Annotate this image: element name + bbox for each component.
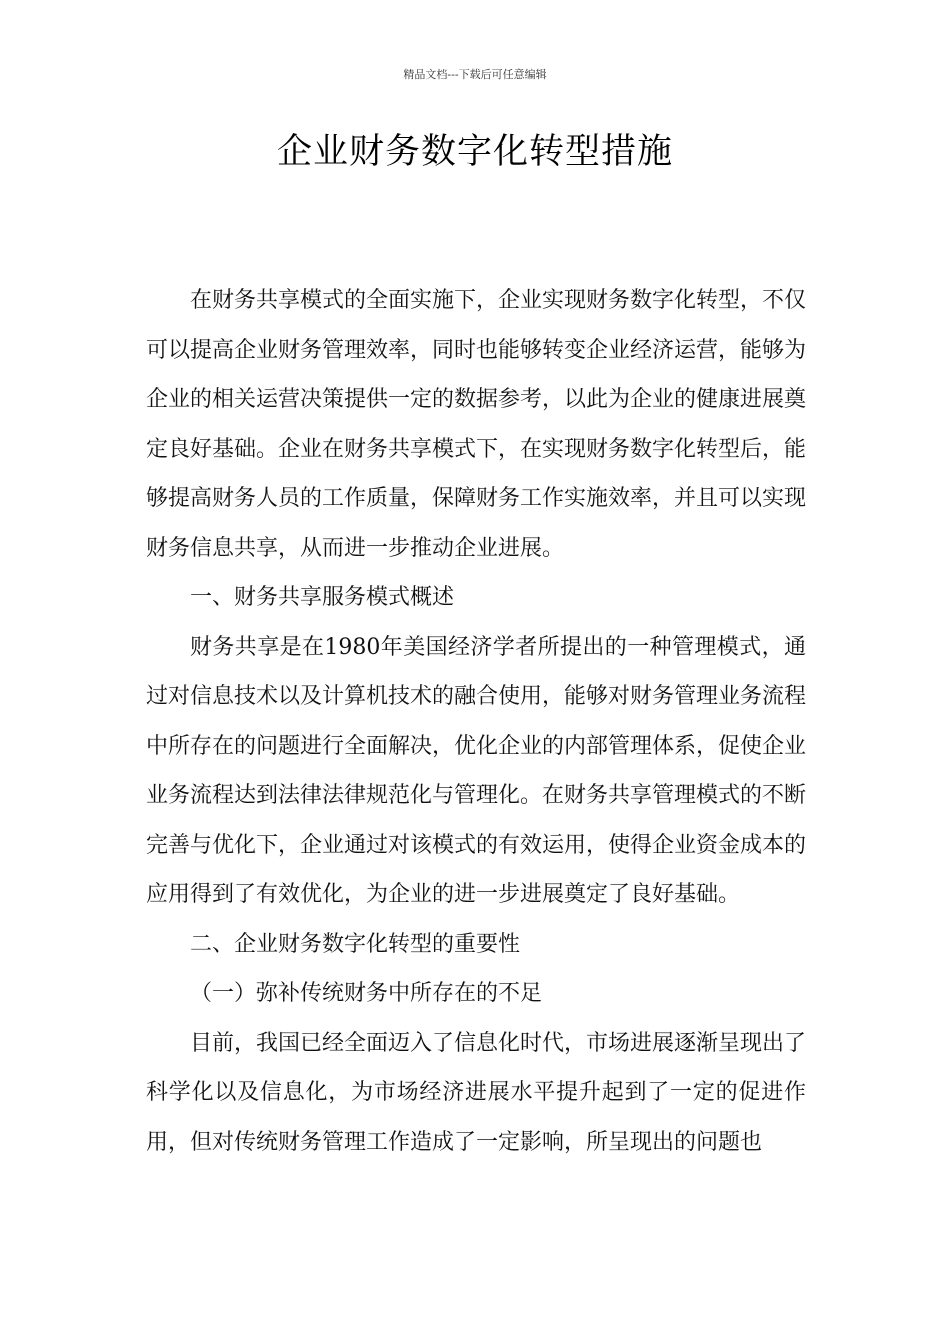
paragraph-intro: 在财务共享模式的全面实施下，企业实现财务数字化转型，不仅可以提高企业财务管理效率，同时也能够转变企业经济运营，能够为企业的相关运营决策提供一定的数据参考，以此为企业的健康进展奠定良好基础。企业在财务共享模式下，在实现财务数字化转型后，能够提高财务人员的工作质量，保障财务工作实施效率，并且可以实现财务信息共享，从而进一步推动企业进展。 [146,288,807,561]
section-heading-2: 二、企业财务数字化转型的重要性 [190,931,521,957]
paragraph-subsection-2-1: 目前，我国已经全面迈入了信息化时代，市场进展逐渐呈现出了科学化以及信息化，为市场经济进展水平提升起到了一定的促进作用，但对传统财务管理工作造成了一定影响，所呈现出的问题也 [146,1030,807,1155]
document-title: 企业财务数字化转型措施 [276,132,673,172]
document-body [146,276,806,1167]
subsection-heading-2-1: （一）弥补传统财务中所存在的不足 [190,981,543,1006]
paragraph-section-1: 财务共享是在1980年美国经济学者所提出的一种管理模式，通过对信息技术以及计算机技术的融合使用，能够对财务管理业务流程中所存在的问题进行全面解决，优化企业的内部管理体系，促使企业业务流程达到法律法律规范化与管理化。在财务共享管理模式的不断完善与优化下，企业通过对该模式的有效运用，使得企业资金成本的应用得到了有效优化，为企业的进一步进展奠定了良好基础。 [146,634,807,907]
section-heading-1: 一、财务共享服务模式概述 [190,585,455,610]
header-note: 精品文档---下载后可任意编辑 [403,68,547,81]
